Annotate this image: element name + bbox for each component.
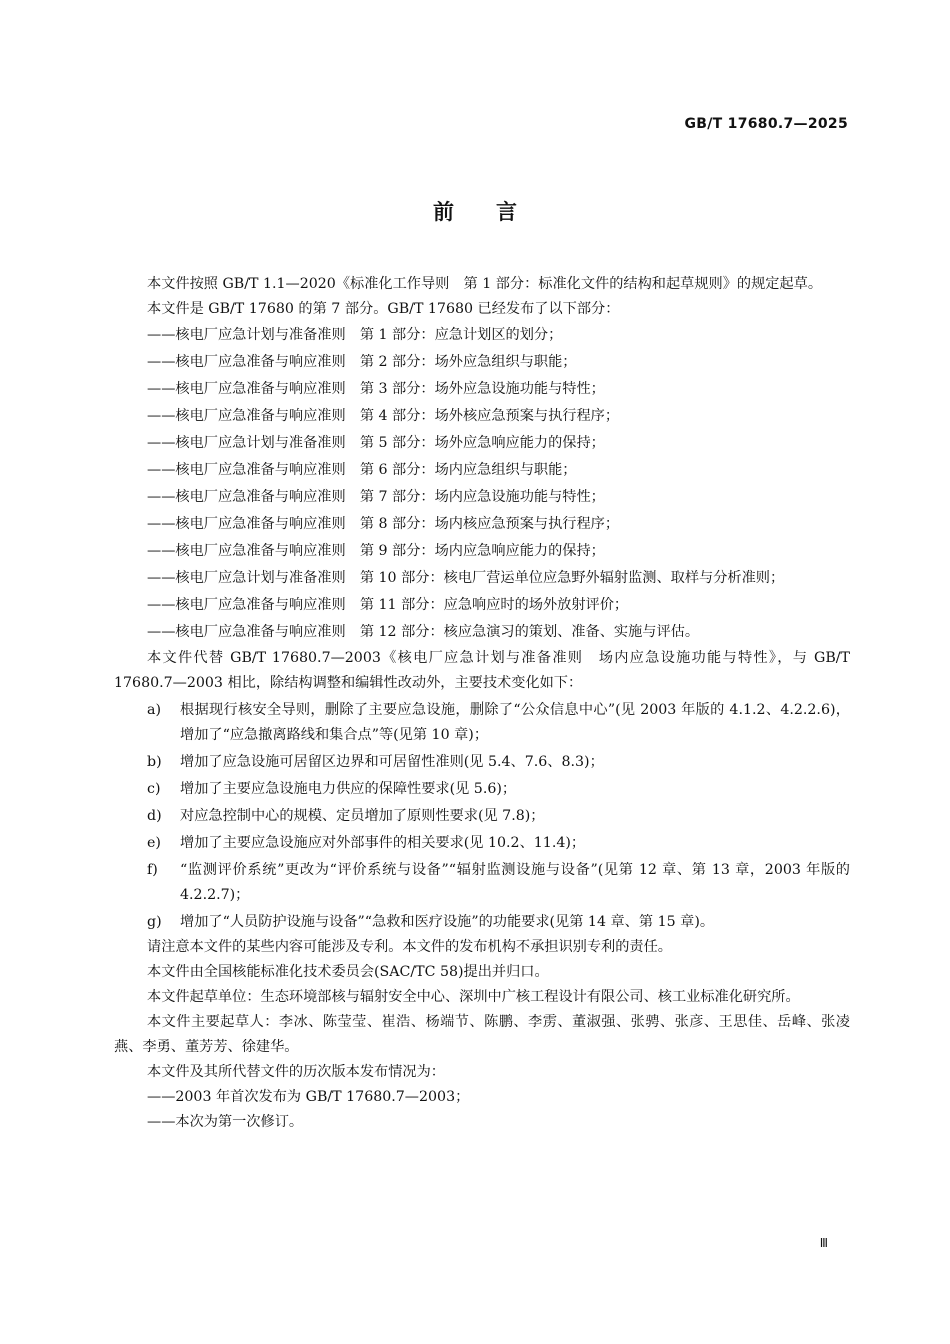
item-text: 增加了主要应急设施电力供应的保障性要求(见 5.6)； [180,781,517,797]
list-item: ——核电厂应急计划与准备准则 第 1 部分：应急计划区的划分； [147,327,563,343]
list-item: ——2003 年首次发布为 GB/T 17680.7—2003； [147,1089,470,1105]
item-label: g) [147,914,162,930]
list-item [114,831,850,856]
item-text: 对应急控制中心的规模、定员增加了原则性要求(见 7.8)； [180,808,545,824]
list-item [114,910,850,935]
list-item [114,804,850,829]
item-label: c) [147,781,161,797]
paragraph-patent-notice: 请注意本文件的某些内容可能涉及专利。本文件的发布机构不承担识别专利的责任。 [147,939,672,955]
list-item [114,858,850,908]
item-text: 根据现行核安全导则，删除了主要应急设施，删除了“公众信息中心”(见 2003 年版的 4.1.2、4.2.2.6)，增加了“应急撤离路线和集合点”等(见第 10 章)； [180,702,850,743]
list-item: ——核电厂应急准备与响应准则 第 12 部分：核应急演习的策划、准备、实施与评估。 [147,624,700,640]
list-item: ——核电厂应急准备与响应准则 第 8 部分：场内核应急预案与执行程序； [147,516,620,532]
list-item: ——核电厂应急准备与响应准则 第 2 部分：场外应急组织与职能； [147,354,577,370]
list-item: ——核电厂应急准备与响应准则 第 4 部分：场外核应急预案与执行程序； [147,408,620,424]
paragraph-committee: 本文件由全国核能标准化技术委员会(SAC/TC 58)提出并归口。 [147,964,549,980]
standard-code: GB/T 17680.7—2025 [684,116,848,132]
list-item: ——核电厂应急准备与响应准则 第 11 部分：应急响应时的场外放射评价； [147,597,629,613]
parts-list [114,322,850,646]
item-text: 增加了“人员防护设施与设备”“急救和医疗设施”的功能要求(见第 14 章、第 15 章)。 [180,914,715,930]
item-label: a) [147,702,161,718]
item-label: d) [147,808,162,824]
list-item: ——核电厂应急准备与响应准则 第 6 部分：场内应急组织与职能； [147,462,577,478]
paragraph-drafters: 本文件主要起草人：李冰、陈莹莹、崔浩、杨端节、陈鹏、李雳、董淑强、张骋、张彦、王思佳、岳峰、张凌燕、李勇、董芳芳、徐建华。 [114,1014,850,1055]
item-text: “监测评价系统”更改为“评价系统与设备”“辐射监测设施与设备”(见第 12 章、第 13 章，2003 年版的 4.2.2.7)； [180,862,850,903]
paragraph-parts-intro: 本文件是 GB/T 17680 的第 7 部分。GB/T 17680 已经发布了以下部分： [147,301,620,317]
page-number: Ⅲ [819,1236,828,1250]
item-label: f) [147,862,158,878]
history-list [114,1085,850,1135]
item-label: e) [147,835,161,851]
paragraph-history-intro: 本文件及其所代替文件的历次版本发布情况为： [147,1064,445,1080]
document-body [114,272,850,1135]
list-item [114,777,850,802]
changes-list [114,698,850,935]
item-text: 增加了主要应急设施应对外部事件的相关要求(见 10.2、11.4)； [180,835,586,851]
list-item [114,750,850,775]
list-item: ——核电厂应急准备与响应准则 第 3 部分：场外应急设施功能与特性； [147,381,605,397]
list-item: ——核电厂应急准备与响应准则 第 9 部分：场内应急响应能力的保持； [147,543,605,559]
list-item: ——核电厂应急准备与响应准则 第 7 部分：场内应急设施功能与特性； [147,489,605,505]
paragraph-drafting-units: 本文件起草单位：生态环境部核与辐射安全中心、深圳中广核工程设计有限公司、核工业标准化研究所。 [147,989,800,1005]
list-item [114,698,850,748]
list-item: ——核电厂应急计划与准备准则 第 5 部分：场外应急响应能力的保持； [147,435,605,451]
paragraph-replacement: 本文件代替 GB/T 17680.7—2003《核电厂应急计划与准备准则 场内应急设施功能与特性》，与 GB/T 17680.7—2003 相比，除结构调整和编辑性改动外，主要技术变化如下： [114,650,850,691]
list-item: ——核电厂应急计划与准备准则 第 10 部分：核电厂营运单位应急野外辐射监测、取样与分析准则； [147,570,785,586]
paragraph-drafting-rules: 本文件按照 GB/T 1.1—2020《标准化工作导则 第 1 部分：标准化文件的结构和起草规则》的规定起草。 [147,276,823,292]
list-item: ——本次为第一次修订。 [147,1114,304,1130]
item-text: 增加了应急设施可居留区边界和可居留性准则(见 5.4、7.6、8.3)； [180,754,604,770]
page-title: 前言 [433,200,559,224]
item-label: b) [147,754,162,770]
